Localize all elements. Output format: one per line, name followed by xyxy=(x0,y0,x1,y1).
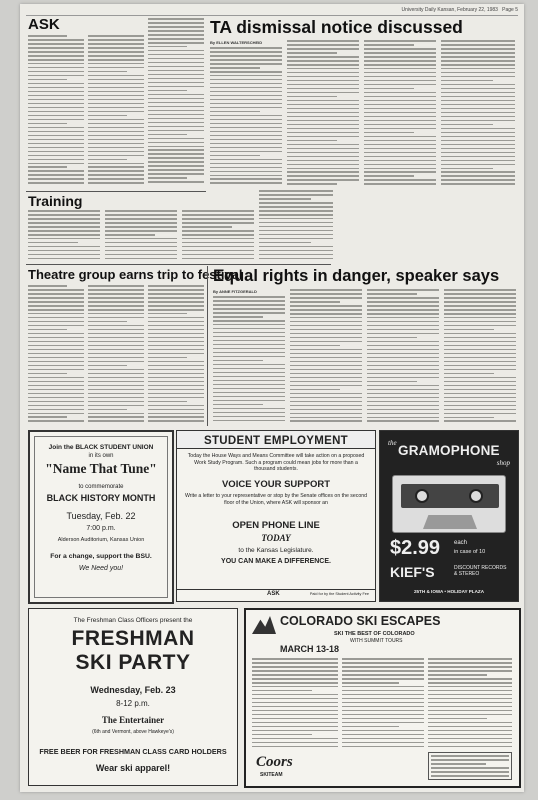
equal-rights-byline: By ANNE FITZGERALD xyxy=(213,289,257,294)
theatre-body-col2 xyxy=(88,285,144,425)
ski-party-date: Wednesday, Feb. 23 xyxy=(90,685,176,695)
colorado-body-mid xyxy=(342,658,424,750)
ask-article-body-col2 xyxy=(88,35,144,189)
dismissal-body-col1 xyxy=(210,47,282,189)
ski-party-time: 8-12 p.m. xyxy=(116,699,150,708)
gramophone-the: the xyxy=(388,439,397,447)
newspaper-page xyxy=(20,4,524,792)
training-body-col2 xyxy=(105,210,177,262)
mountain-icon xyxy=(252,616,276,634)
colorado-info-box xyxy=(428,752,512,780)
ski-party-venue: The Entertainer xyxy=(101,715,165,725)
training-body-col1 xyxy=(28,210,100,262)
theatre-headline: Theatre group earns trip to festival xyxy=(28,267,243,282)
ski-party-address: (6th and Vermont, above Hawkeye's) xyxy=(92,729,174,735)
equal-rights-body-col1 xyxy=(213,296,285,425)
gramophone-shop-ad xyxy=(379,430,519,602)
gramophone-each: each xyxy=(454,540,468,546)
equal-rights-body-col4 xyxy=(444,289,516,425)
ask-headline: ASK xyxy=(28,16,60,33)
equal-rights-body-col2 xyxy=(290,289,362,425)
gramophone-address: 25TH & IOWA • HOLIDAY PLAZA xyxy=(413,589,485,594)
theatre-body-col1 xyxy=(28,285,84,425)
colorado-dates: MARCH 13-18 xyxy=(280,644,340,654)
colorado-body-left xyxy=(252,658,338,750)
gramophone-name: GRAMOPHONE xyxy=(398,443,500,458)
employment-difference: YOU CAN MAKE A DIFFERENCE. xyxy=(221,558,331,565)
employment-title-bar xyxy=(177,431,375,449)
ski-party-top: The Freshman Class Officers present the xyxy=(73,617,193,624)
dismissal-body-col2 xyxy=(287,40,359,189)
freshman-ski-party-ad xyxy=(28,608,238,786)
employment-title: STUDENT EMPLOYMENT xyxy=(203,435,349,447)
ask-logo: ASK xyxy=(267,591,280,597)
training-body-col4 xyxy=(259,190,333,262)
black-student-union-ad xyxy=(28,430,174,604)
employment-legislature: to the Kansas Legislature. xyxy=(238,547,314,554)
training-body-col3 xyxy=(182,210,254,262)
bsu-line1: Join the BLACK STUDENT UNION xyxy=(48,444,154,451)
bsu-place: Alderson Auditorium, Kansas Union xyxy=(57,537,145,543)
employment-paragraph-2: Write a letter to your representative or stop by the Senate offices on the second floor of the Union, where ASK will sponsor an xyxy=(184,493,368,506)
bsu-line2: in its own xyxy=(88,453,114,459)
cassette-tape-illustration xyxy=(392,475,506,533)
dismissal-byline: By ELLEN WALTERSCHEID xyxy=(210,40,263,45)
equal-rights-headline: Equal rights in danger, speaker says xyxy=(213,267,500,285)
ski-party-wear: Wear ski apparel! xyxy=(95,763,171,773)
coors-skiteam: SKITEAM xyxy=(260,772,283,778)
student-employment-ad xyxy=(176,430,376,602)
kiefs-records: DISCOUNT RECORDS & STEREO xyxy=(454,565,507,577)
colorado-ski-escapes-ad xyxy=(244,608,521,788)
colorado-sub2: WITH SUMMIT TOURS xyxy=(350,638,403,644)
page-header xyxy=(26,6,518,16)
ask-article-body xyxy=(28,35,84,189)
bsu-time: 7:00 p.m. xyxy=(86,525,116,532)
equal-rights-body-col3 xyxy=(367,289,439,425)
employment-voice: VOICE YOUR SUPPORT xyxy=(221,479,331,490)
gramophone-shop: shop xyxy=(496,459,510,467)
coors-logo: Coors xyxy=(256,754,293,770)
dismissal-body-col4 xyxy=(441,40,515,189)
employment-paragraph-1: Today the House Ways and Means Committee will take action on a proposed Work Study Program. Such a program could mean jobs for more than a thousand students. xyxy=(187,453,365,472)
colorado-title: COLORADO SKI ESCAPES xyxy=(280,614,441,628)
colorado-body-right xyxy=(428,658,512,750)
bsu-need: We Need you! xyxy=(78,565,124,572)
colorado-sub: SKI THE BEST OF COLORADO xyxy=(334,631,415,637)
bsu-headline: "Name That Tune" xyxy=(45,461,157,476)
ski-party-freshman: FRESHMAN xyxy=(71,627,195,650)
ski-party-title: SKI PARTY xyxy=(75,651,191,674)
kiefs-logo: KIEF'S xyxy=(390,564,435,580)
dismissal-headline: TA dismissal notice discussed xyxy=(210,17,463,37)
ask-article-body-col3 xyxy=(148,18,204,189)
employment-paid: Paid for by the Student Activity Fee xyxy=(309,592,369,596)
gramophone-price: $2.99 xyxy=(390,537,441,559)
ski-party-free-beer: FREE BEER FOR FRESHMAN CLASS CARD HOLDERS xyxy=(39,747,227,756)
employment-open-line: OPEN PHONE LINE xyxy=(232,520,320,531)
header-paper-and-page: University Daily Kansan, February 22, 1983 Page 5 xyxy=(401,7,518,13)
employment-today: TODAY xyxy=(261,533,291,543)
employment-footer xyxy=(177,589,375,600)
gramophone-case: in case of 10 xyxy=(454,549,486,555)
training-headline: Training xyxy=(28,193,83,209)
bsu-line4: BLACK HISTORY MONTH xyxy=(46,493,156,503)
bsu-cta: For a change, support the BSU. xyxy=(50,553,152,560)
bsu-line3: to commemorate xyxy=(78,484,124,490)
dismissal-body-col3 xyxy=(364,40,436,189)
bsu-date: Tuesday, Feb. 22 xyxy=(66,511,136,521)
theatre-body-col3 xyxy=(148,285,204,425)
